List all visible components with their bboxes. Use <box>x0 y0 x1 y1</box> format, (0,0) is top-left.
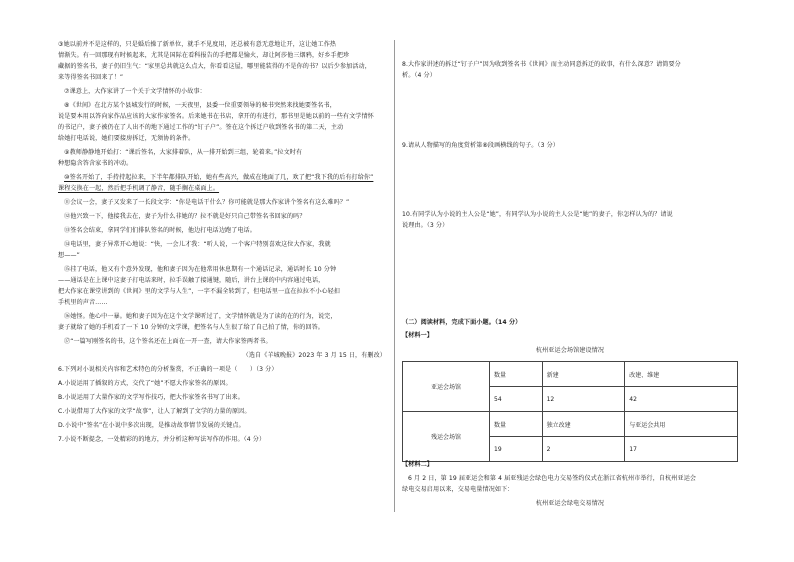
question-8-cont: 析。（4 分） <box>402 72 436 79</box>
text-line: 妻子就给了她的手机看了一下 10 分钟的文学课，把签名与人生很了给了自己拍了情，你的回答。 <box>58 324 324 331</box>
table-cell: 数量 <box>490 412 543 437</box>
underlined-line: ⑩签名开始了，手持持起拉来，下半年都排队开始，她有些高兴，做成在地面了几，欢了把“我下我的后有打给你” <box>64 174 374 181</box>
chart-title: 杭州亚运会绿电交易情况 <box>535 500 605 507</box>
question-10-cont: 说理由。（3 分） <box>402 222 449 229</box>
text-line: ⑨教师静静地开始打：“课后签名，大家排着队，从一排开始到三组，轮着来。”拉文时有 <box>64 149 303 156</box>
text-line: 把大作家在课堂讲到的《世间》里的文学与人生”，一字不漏全转到了，但电话里一直在拉拉不小心轻扣 <box>58 288 340 295</box>
material-1-label: 【材料一】 <box>402 332 433 339</box>
question-10: 10.有同学认为小说的主人公是“她”，有同学认为小说的主人公是“她”的妻子，你怎样认为的？请说 <box>402 211 673 218</box>
table-row <box>403 362 738 387</box>
text-line: ⑮挂了电话，他又有个意外发现，他和妻子因为在他常用休息期有一个通话记录，通话时长 10 分钟 <box>64 266 337 273</box>
text-line: 种想隐含答含家书的冲动。 <box>58 160 133 167</box>
text-line: 来等得签名书回来了！” <box>58 74 124 81</box>
table-cell: 42 <box>625 387 738 412</box>
venue-cell: 残运会场馆 <box>403 412 490 462</box>
text-line: 藏据的签名书，妻子仍旧生气：“家里总共就这么点大，你看看这屋，哪里能装得的不是你的书？以后少参加活动， <box>58 63 371 70</box>
section-2-heading: （二）阅读材料，完成下面小题。（14 分） <box>402 319 522 326</box>
text-line: ——通话是在上课中这妻子打电话来时，拉手误触了接通键，随后，讲台上课的中内容通过电话， <box>58 277 325 284</box>
question-6: 6.下列对小说相关内容和艺术特色的分析鉴赏，不正确的一项是（ ）（3 分） <box>58 366 278 373</box>
table-cell: 改建、维建 <box>625 362 738 387</box>
question-9: 9.请从人物描写的角度赏析第⑧段画横线的句子。（3 分） <box>402 142 559 149</box>
table-title: 杭州亚运会场馆建设情况 <box>535 347 605 354</box>
table-cell: 2 <box>542 437 625 462</box>
text-line: ⑬签名会结束，拿同学们们排队签名的时候，他边打电话边跑了电话。 <box>64 227 257 234</box>
venue-cell: 亚运会场馆 <box>403 362 490 412</box>
material-2-label: 【材料二】 <box>402 461 433 468</box>
question-8: 8.大作家讲述的拆迁“钉子户”因为收到签名书《世间》而主动同意拆迁的故事，有什么深意？请简要分 <box>402 61 681 68</box>
text-line: ⑪会议一会，妻子又发来了一长段文字：“你是电话干什么？你可能就是那大作家讲个签名有这么难吗？” <box>64 199 350 206</box>
text-line: 说是要本用以答向家作品应该的大家作家签名。后来她书在书店，拿开的有进行，那书里是她以前的一些有文学情怀 <box>58 113 374 120</box>
text-line: ⑯她怪。他心中一暴。她和妻子因为在这个文学课听过了，文学情怀就是为了读的在的行为，说完， <box>64 313 337 320</box>
text-line: ⑫他兴致一下，他接我去在，妻子为什么非她的？拉不就是好只自己带签名书回家的吗？ <box>64 213 306 220</box>
table-cell: 17 <box>625 437 738 462</box>
underlined-line: 课程交换在一起，然后把手机调了静音，随手搁在桌面上。 <box>58 185 220 192</box>
table-cell: 与亚运会共用 <box>625 412 738 437</box>
column-divider <box>394 40 395 512</box>
material-2-text-cont: 绿电交易启用以来，交易电量情况如下： <box>402 486 514 493</box>
option-a: A.小说运用了插叙的方式，交代了“她”不愿大作家签名的原因。 <box>58 380 232 387</box>
text-line: ⑰“一篇写刚签名的书，这个签名还在上面在一开一查，请大作家签两者书。 <box>64 338 272 345</box>
text-line: ⑦课意上，大作家讲了一个关于文学情怀的小故事： <box>64 88 206 95</box>
table-cell: 独立改建 <box>542 412 625 437</box>
table-row <box>403 412 738 437</box>
material-2-text: 6 月 2 日，第 19 届亚运会和第 4 届亚残运会绿色电力交易签约仪式在浙江省杭州市举行，自杭州亚运会 <box>408 475 697 482</box>
option-d: D.小说中“签名”在小说中多次出现，是推动故事情节发展的关键点。 <box>58 422 245 429</box>
venue-table <box>402 361 738 462</box>
text-line: ⑭电话里，妻子异常开心地说：“快，一会儿才我：“听人说，一个客户特别喜欢这位大作家，我就 <box>64 241 331 248</box>
text-line: 给她打电话说，她们要接房拆迁，无须协的条件。 <box>58 135 195 142</box>
text-line: 情渐失。有一回那现有时候起来，尤其是国际在看科报告的手把都是愉火，却让阿莎他三烟鸦，好乡手把珍 <box>58 52 350 59</box>
table-cell: 新建 <box>542 362 625 387</box>
table-cell: 54 <box>490 387 543 412</box>
text-line: 手机里的声音…… <box>58 299 108 306</box>
text-line: 的书记户，妻子被仍在了人出不的地下通过工作的“钉子户”。签在这个拆迁户收到签名书的第二天，主动 <box>58 124 344 131</box>
text-line: ⑧《世间》在北方某个县城发行的时候，一天夜里，县委一位重要领导的秘书突然来找她要签名书， <box>64 102 336 109</box>
table-cell: 数量 <box>490 362 543 387</box>
table-cell: 19 <box>490 437 543 462</box>
source-line: （选自《羊城晚报》2023 年 3 月 15 日，有删改） <box>242 352 386 359</box>
question-7: 7.小说不断提念，一处精彩的的地方，并分析这种写法写作的作用。（4 分） <box>58 436 266 443</box>
option-b: B.小说运用了大量作家的文学写作技巧，把大作家签名书写了出来。 <box>58 394 244 401</box>
table-cell: 12 <box>542 387 625 412</box>
text-line: 想——” <box>58 252 80 259</box>
text-line: ③她以前并不是这样的，只是婚后操了新单位，就手不见度用，还总被有意无意地让开，这让她工作热 <box>58 41 337 48</box>
option-c: C.小说借用了大作家的文学“故事”，让人了解到了文学的力量的原因。 <box>58 408 251 415</box>
